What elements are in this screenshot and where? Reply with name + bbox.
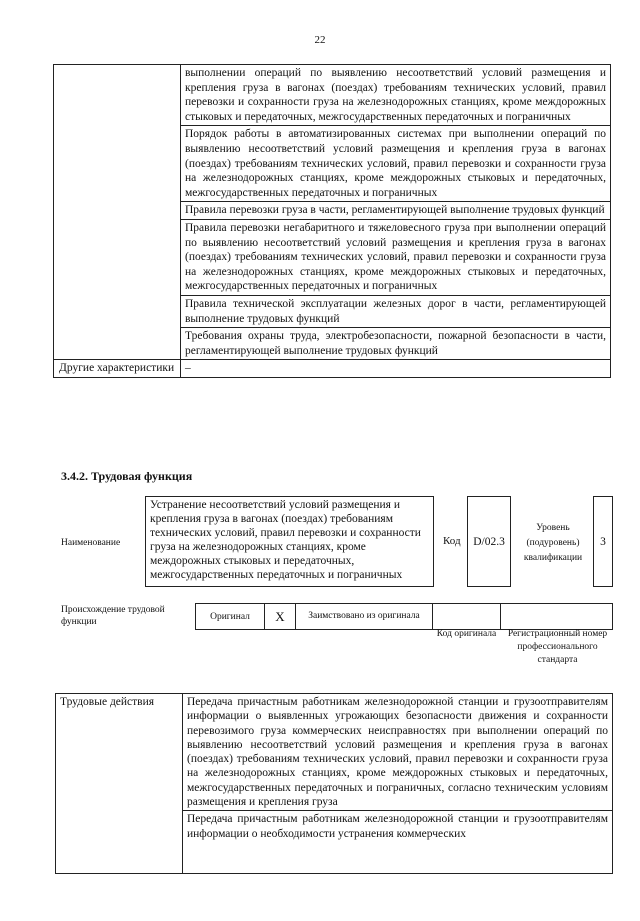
original-mark-cell bbox=[264, 603, 296, 630]
function-name-box: Устранение несоответствий условий размещения и крепления груза в вагонах (поездах) требованиям технических условий, правил перевозки и сохранности груза на железнодорожных станциях, кроме междорожных стыковых и передаточных, межгосударственных передаточных и пограничных bbox=[145, 496, 434, 587]
other-characteristics-label: Другие характеристики bbox=[54, 360, 181, 378]
left-label-cell bbox=[54, 65, 181, 360]
labor-action-item: Передача причастным работникам железнодорожной станции и грузоотправителям информации о необходимости устранения коммерческих bbox=[183, 811, 613, 874]
name-label: Наименование bbox=[61, 538, 121, 548]
section-title: 3.4.2. Трудовая функция bbox=[61, 469, 193, 483]
level-value: 3 bbox=[600, 535, 606, 548]
labor-actions-label: Трудовые действия bbox=[56, 694, 183, 874]
borrowed-label: Заимствовано из оригинала bbox=[308, 611, 420, 621]
labor-action-item: Передача причастным работникам железнодорожной станции и грузоотправителям информации о выявленных угрожающих безопасности движения и сохранности перевозимого груза коммерческих неисправностях при выполнении операций по выявлению несоответствий условий размещения и крепления груза в вагонах (поездах) требованиям технических условий, правил перевозки и сохранности груза на железнодорожных станциях, кроме междорожных стыковых и передаточных, межгосударственных передаточных и пограничных, согласно техническим условиям размещения и крепления груза bbox=[183, 694, 613, 811]
original-code-cell bbox=[432, 603, 501, 630]
table-row bbox=[54, 360, 611, 378]
origin-label: Происхождение трудовой функции bbox=[61, 605, 165, 627]
other-characteristics-value: – bbox=[181, 360, 611, 378]
knowledge-item: выполнении операций по выявлению несоответствий условий размещения и крепления груза в вагонах (поездах) требованиям технических условий, правил перевозки и сохранности груза на железнодорожных станциях, кроме междорожных стыковых и передаточных, межгосударственных передаточных и пограничных bbox=[181, 65, 611, 126]
table-row bbox=[54, 65, 611, 126]
table-row bbox=[56, 694, 613, 811]
original-mark: X bbox=[275, 608, 285, 624]
level-value-box bbox=[593, 496, 613, 587]
original-label: Оригинал bbox=[210, 611, 250, 622]
original-code-caption: Код оригинала bbox=[436, 629, 497, 639]
knowledge-table bbox=[53, 64, 611, 378]
code-label: Код bbox=[443, 535, 461, 547]
labor-actions-table bbox=[55, 693, 613, 874]
original-cell bbox=[195, 603, 265, 630]
registration-number-cell bbox=[500, 603, 613, 630]
page-number: 22 bbox=[314, 34, 326, 46]
knowledge-item: Порядок работы в автоматизированных системах при выполнении операций по выявлению несоответствий условий размещения и крепления груза в вагонах (поездах) требованиям технических условий, правил перевозки и сохранности груза на железнодорожных станциях, кроме междорожных стыковых и передаточных, межгосударственных передаточных и пограничных bbox=[181, 126, 611, 202]
code-value: D/02.3 bbox=[473, 535, 505, 548]
knowledge-item: Правила перевозки груза в части, регламентирующей выполнение трудовых функций bbox=[181, 202, 611, 220]
level-label: Уровень (подуровень) квалификации bbox=[523, 523, 583, 563]
registration-number-caption: Регистрационный номер профессионального стандарта bbox=[507, 629, 608, 665]
knowledge-item: Правила перевозки негабаритного и тяжеловесного груза при выполнении операций по выявлению несоответствий условий размещения и крепления груза в вагонах (поездах) требованиям технических условий, правил перевозки и сохранности груза на железнодорожных станциях, кроме междорожных стыковых и передаточных, межгосударственных передаточных и пограничных bbox=[181, 219, 611, 295]
borrowed-cell bbox=[295, 603, 433, 630]
knowledge-item: Требования охраны труда, электробезопасности, пожарной безопасности в части, регламентирующей выполнение трудовых функций bbox=[181, 328, 611, 360]
knowledge-item: Правила технической эксплуатации железных дорог в части, регламентирующей выполнение трудовых функций bbox=[181, 295, 611, 327]
code-value-box bbox=[467, 496, 511, 587]
